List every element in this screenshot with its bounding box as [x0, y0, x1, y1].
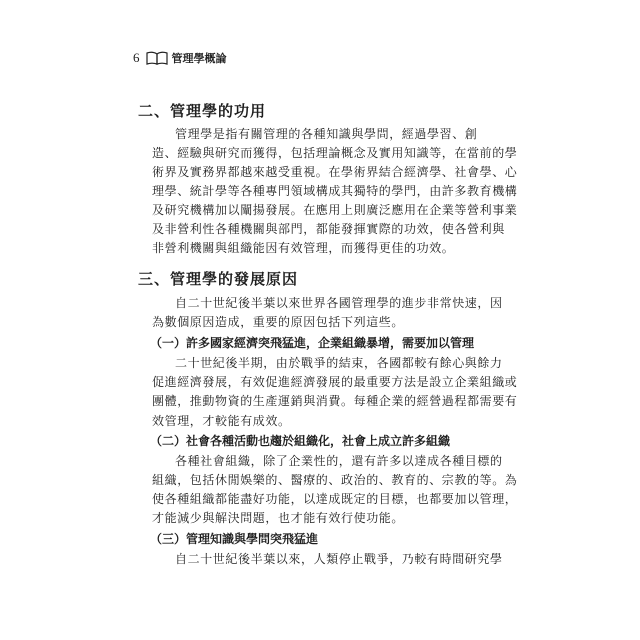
- paragraph-line: 促進經濟發展，有效促進經濟發展的最重要方法是設立企業組織或: [152, 375, 518, 390]
- paragraph-line: 非營利機關與組織能因有效管理，而獲得更佳的功效。: [152, 241, 455, 256]
- paragraph-line: 造、經驗與研究而獲得，包括理論概念及實用知識等，在當前的學: [152, 145, 518, 160]
- page-header: [133, 50, 227, 66]
- paragraph-line: 自二十世紀後半葉以來，人類停止戰爭，乃較有時間研究學: [175, 552, 503, 566]
- subsection-heading-2: （二）社會各種活動也趨於組織化，社會上成立許多組織: [150, 434, 451, 449]
- paragraph-line: 團體，推動物資的生產運銷與消費。每種企業的經營過程都需要有: [152, 394, 518, 409]
- section-heading-2: 二、管理學的功用: [138, 102, 267, 120]
- paragraph-line: 自二十世紀後半葉以來世界各國管理學的進步非常快速，因: [175, 295, 503, 310]
- paragraph-line: 二十世紀後半期，由於戰爭的結束，各國都較有餘心與餘力: [175, 356, 503, 371]
- paragraph-line: 及研究機構加以闡揚發展。在應用上則廣泛應用在企業等營利事業: [152, 203, 518, 217]
- subsection-heading-1: （一）許多國家經濟突飛猛進，企業組織暴增，需要加以管理: [150, 336, 475, 351]
- paragraph-line: 管理學是指有關管理的各種知識與學問，經過學習、創: [175, 126, 478, 141]
- paragraph-line: 使各種組織都能盡好功能，以達成既定的目標，也都要加以管理，: [152, 492, 518, 507]
- paragraph-line: 才能減少與解決問題，也才能有效行使功能。: [152, 511, 405, 526]
- page-number: 6: [133, 50, 140, 65]
- paragraph-line: 各種社會組織，除了企業性的，還有許多以達成各種目標的: [175, 454, 503, 468]
- paragraph-line: 組織，包括休閒娛樂的、醫療的、政治的、教育的、宗教的等。為: [152, 473, 518, 488]
- paragraph-line: 術界及實務界都越來越受重視。在學術界結合經濟學、社會學、心: [152, 164, 518, 179]
- section-heading-3: 三、管理學的發展原因: [138, 270, 299, 289]
- paragraph-line: 理學、統計學等各種專門領域構成其獨特的學門，由許多教育機構: [152, 183, 518, 198]
- open-book-icon: [146, 51, 168, 65]
- subsection-heading-3: （三）管理知識與學問突飛猛進: [150, 532, 319, 547]
- paragraph-line: 為數個原因造成，重要的原因包括下列這些。: [152, 314, 405, 329]
- running-title: 管理學概論: [171, 52, 227, 65]
- paragraph-line: 及非營利性各種機關與部門，都能發揮實際的功效，使各營利與: [152, 222, 505, 237]
- paragraph-line: 效管理，才較能有成效。: [152, 413, 291, 428]
